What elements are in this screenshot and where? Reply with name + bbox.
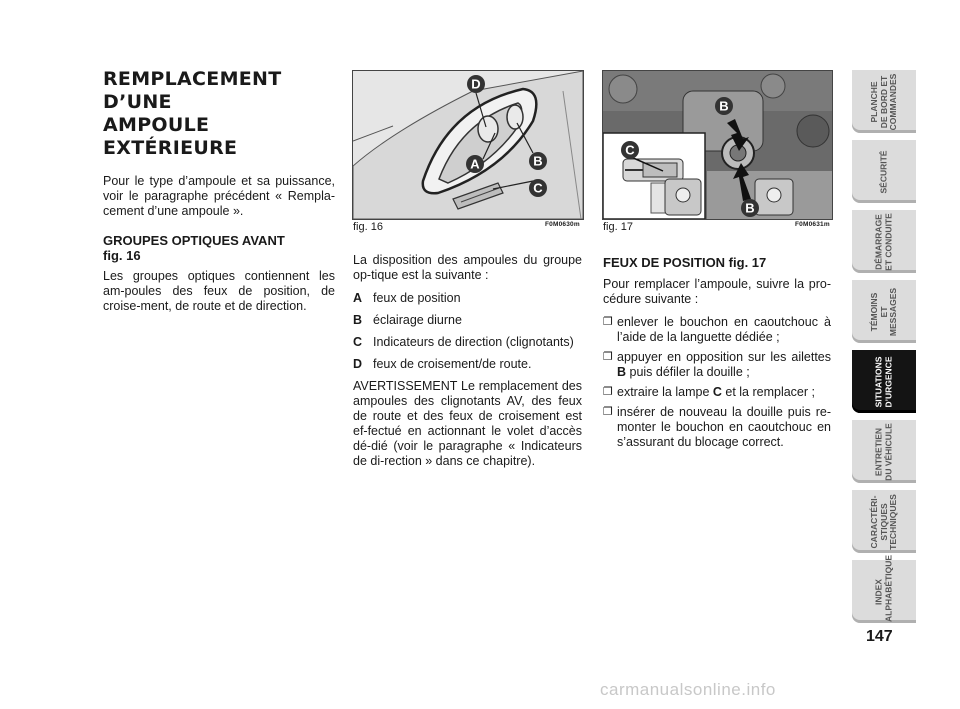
label-b <box>529 152 547 170</box>
legend-item: C Indicateurs de direction (clignotants) <box>353 335 574 349</box>
checkbox-bullet-icon: ❐ <box>603 351 613 363</box>
svg-text:B: B <box>533 153 543 169</box>
figure-16-code: F0M0630m <box>545 221 580 228</box>
procedure-step: ❐ extraire la lampe C et la remplacer ; <box>603 385 815 399</box>
legend-intro: La disposition des ampoules du groupe op-tique est la suivante : <box>353 253 582 282</box>
intro-paragraph: Pour le type d’ampoule et sa puissance, voir le paragraphe précédent « Rempla-cement d’une ampoule ». <box>103 174 335 218</box>
svg-text:B: B <box>719 98 729 114</box>
label-a <box>466 155 484 173</box>
svg-text:D: D <box>471 76 481 92</box>
svg-text:C: C <box>533 180 543 196</box>
position-lights-heading: FEUX DE POSITION fig. 17 <box>603 255 767 270</box>
tab-temoins[interactable]: TÉMOINS ET MESSAGES <box>852 280 916 343</box>
figure-16-caption: fig. 16 <box>353 221 383 233</box>
label-d <box>467 75 485 93</box>
tab-situations-urgence[interactable]: SITUATIONS D’URGENCE <box>852 350 916 413</box>
checkbox-bullet-icon: ❐ <box>603 386 613 398</box>
label-c <box>621 141 639 159</box>
figure-17-caption: fig. 17 <box>603 221 633 233</box>
procedure-step: ❐ appuyer en opposition sur les ailettes B puis défiler la douille ; <box>603 350 831 379</box>
page-number: 147 <box>866 628 893 645</box>
label-c <box>529 179 547 197</box>
legend-item: A feux de position <box>353 291 461 305</box>
svg-text:C: C <box>625 142 635 158</box>
section-body: Les groupes optiques contiennent les am-poules des feux de position, de croise-ment, de route et de direction. <box>103 269 335 313</box>
label-b-bottom <box>741 199 759 217</box>
procedure-step: ❐ insérer de nouveau la douille puis re-monter le bouchon en caoutchouc en s’assurant du blocage correct. <box>603 405 831 449</box>
tab-planche-de-bord[interactable]: PLANCHE DE BORD ET COMMANDES <box>852 70 916 133</box>
tab-index[interactable]: INDEX ALPHABÉTIQUE <box>852 560 916 623</box>
tab-demarrage[interactable]: DÉMARRAGE ET CONDUITE <box>852 210 916 273</box>
section-heading: GROUPES OPTIQUES AVANT fig. 16 <box>103 233 285 263</box>
legend-item: D feux de croisement/de route. <box>353 357 532 371</box>
right-column <box>603 255 831 455</box>
procedure-step: ❐ enlever le bouchon en caoutchouc à l’aide de la languette dédiée ; <box>603 315 831 344</box>
figure-17-code: F0M0631m <box>795 221 830 228</box>
tab-securite[interactable]: SÉCURITÉ <box>852 140 916 203</box>
procedure-intro: Pour remplacer l’ampoule, suivre la pro-cédure suivante : <box>603 277 831 306</box>
checkbox-bullet-icon: ❐ <box>603 406 613 418</box>
figure-17-bulb <box>602 70 833 220</box>
warning-paragraph: AVERTISSEMENT Le remplacement des ampoules des clignotants AV, des feux de route et des feux de croisement est ef-fectué en actionnant le volet d’accès dé-dié (voir le paragraphe « Indicateurs de di-rection » dans ce chapitre). <box>353 379 582 468</box>
watermark: carmanualsonline.info <box>600 680 776 699</box>
svg-text:B: B <box>745 200 755 216</box>
legend-item: B éclairage diurne <box>353 313 462 327</box>
tab-caracteristiques[interactable]: CARACTÉRI- STIQUES TECHNIQUES <box>852 490 916 553</box>
svg-text:A: A <box>470 156 480 172</box>
left-column <box>103 68 335 322</box>
label-b-top <box>715 97 733 115</box>
headlight-illustration <box>353 71 583 219</box>
checkbox-bullet-icon: ❐ <box>603 316 613 328</box>
page-title: REMPLACEMENT D’UNE AMPOULE EXTÉRIEURE <box>103 68 282 159</box>
middle-column <box>353 253 582 477</box>
bulb-illustration <box>603 71 832 219</box>
figure-16-headlight <box>352 70 584 220</box>
tab-entretien[interactable]: ENTRETIEN DU VÉHICULE <box>852 420 916 483</box>
